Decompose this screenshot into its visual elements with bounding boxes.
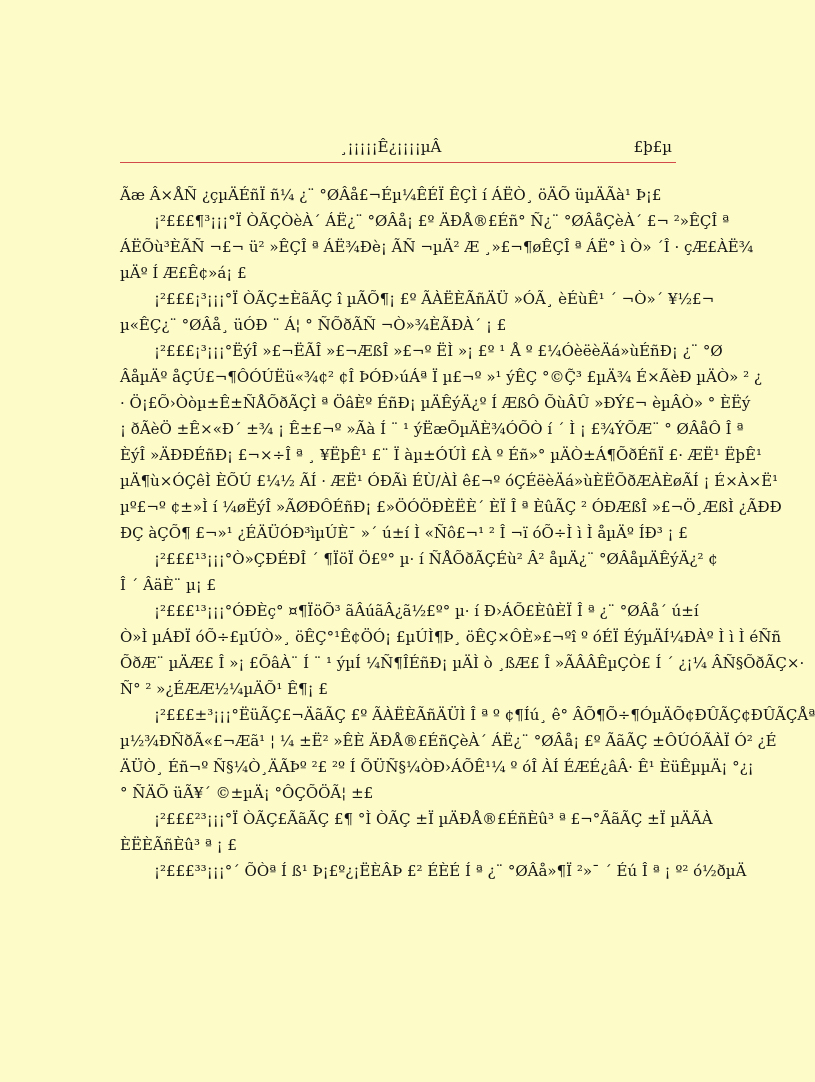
text-line: ÈËÈÃñÈû³ ª ¡ £ — [120, 836, 237, 854]
paragraph — [120, 702, 815, 806]
paragraph — [120, 182, 678, 208]
text-line: ÁËÕù³ÈÃÑ ¬£¬ ü² »ÊÇÎ ª ÁË¾Ðè¡ ÃÑ ¬µÄ² Æ ¸»£¬¶øÊÇÎ ª ÁË° ì Ò» ´Î · çÆ£ÀË¾ — [120, 238, 754, 256]
paragraph — [120, 546, 718, 598]
page-number: £þ£µ — [633, 138, 672, 156]
paragraph — [120, 338, 782, 546]
text-line: Î ´ ÂäÈ¨ µ¡ £ — [120, 576, 217, 594]
header-title: ¸¡¡¡¡¡Ê¿¡¡¡¡µÂ — [340, 138, 442, 156]
text-line: ¡²£££¹³¡¡¡°ÓÐÈç° ¤¶ÏöÕ³ ãÂúãÂ¿ã½£º° µ· í Ð›ÁÕ£ÈûÈÏ Î ª ¿¨ °ØÂå´ ú±í — [154, 602, 699, 620]
body-text — [120, 182, 815, 884]
text-line: ÂåµÄº åÇÚ£¬¶ÔÓÚËü«¾¢² ¢Î ÞÓÐ›úÁª Ï µ£¬º »¹ ýÊÇ °©Ç̃³ £µÄ¾ É×ÃèÐ µÄÒ» ² ¿ — [120, 368, 762, 386]
paragraph — [120, 208, 754, 286]
text-line: ¡²£££²³¡¡¡°Ï ÒÃÇ£ÃãÃÇ £¶ °Ì ÒÃÇ ±Ï µÄÐÅ®£ÉñÈû³ ª £¬°ÃãÃÇ ±Ï µÄÃÀ — [154, 810, 713, 828]
text-line: µÄº Í Æ£Ê¢»á¡ £ — [120, 264, 247, 282]
text-line: µ«ÊÇ¿¨ °ØÂå¸ üÓÐ ¨ Á¦ ° ÑÕðÃÑ ¬Ò»¾ÈÃÐÀ´ ¡ £ — [120, 316, 507, 334]
paragraph — [120, 286, 715, 338]
text-line: ÐÇ àÇÕ¶ £¬»¹ ¿ÉÄÜÓÐ³ìµÚÈ¯ »´ ú±í Ì «Ñô£¬¹ ² Î ¬ï óÕ÷Ì ì Ì åµÄº ÍÐ³ ¡ £ — [120, 524, 688, 542]
text-line: ÄÜÒ¸ Éñ¬º Ñ§¼Ò¸ÄÃÞº ²£ ²º Í ÕÜÑ§¼ÒÐ›ÁÕÊ¹¼ º óÎ ÀÍ ÉÆÉ¿âÂ· Ê¹ ÈüÊµµÄ¡ °¿¡ — [120, 758, 754, 776]
text-line: ¡²£££¡³¡¡¡°ËýÎ »£¬ËÃÎ »£¬ÆßÎ »£¬º ËÌ »¡ £º ¹ Å º £¼ÓèëèÄá»ùÉñÐ¡ ¿¨ °Ø — [154, 342, 723, 360]
text-line: ¡²£££¡³¡¡¡°Ï ÒÃÇ±ÈãÃÇ î µÃÕ¶¡ £º ÃÀËÈÃñÄÜ »ÓÃ¸ èÉùÊ¹ ´ ¬Ò»´ ¥½£¬ — [154, 290, 715, 308]
text-line: µº£¬º ¢±»Ì í ¼øËýÎ »ÃØÐÔÉñÐ¡ £»ÖÓÖÐÈËÈ´ ÈÏ Î ª ÈûÃÇ ² ÓÐÆßÎ »£¬Ö¸ÆßÌ ¿ÃÐÐ — [120, 498, 782, 516]
text-line: Ò»Ì µÁÐÏ óÕ÷£µÚÒ»¸ öÊÇ°¹Ê¢ÖÓ¡ £µÚÌ¶Þ¸ öÊÇ×ÔÈ»£¬ºî º óÉÏ ÉýµÄÍ¼ÐÀº Ì ì Ì éÑñ — [120, 628, 782, 646]
paragraph — [120, 858, 747, 884]
text-line: µÄ¶ù×ÓÇêÌ ÈÕÚ £¼½ ÃÍ · ÆË¹ ÓÐÃì ÉÙ/ÀÌ ê£¬º óÇÉëèÄá»ùÈËÕðÆÀÈøÃÍ ¡ É×À×Ë¹ — [120, 472, 779, 490]
text-line: ¡²£££³³¡¡¡°´ ÕÒª Í ß¹ Þ¡£º¿¡ËÈÂÞ £² ÉÈÉ Í ª ¿¨ °ØÂå»¶Ï ²»¯ ´ Éú Î ª ¡ º² ó½ðµÄ — [154, 862, 747, 880]
text-line: Ñ° ² »¿ÉÆÆ½¼µÄÕ¹ Ê¶¡ £ — [120, 680, 328, 698]
text-line: ÈýÎ »ÄÐÐÉñÐ¡ £¬×÷Î ª ¸ ¥ËþÊ¹ £¨ Ï àµ±ÓÚÌ £À º Éñ»° µÄÒ±Á¶ÕðÉñÏ £· ÆË¹ ËþÊ¹ — [120, 446, 762, 464]
text-line: µ½¾ÐÑðÃ«£¬Æã¹ ¦ ¼ ±Ë² »ÊÈ ÄÐÅ®£ÉñÇèÀ´ ÁË¿¨ °ØÂå¡ £º ÃãÃÇ ±ÔÚÓÃÀÏ Ó² ¿É — [120, 732, 777, 750]
text-line: · Ö¡£Õ›Òòµ±Ê±ÑÅÕðÃÇÌ ª ÖâÈº ÉñÐ¡ µÄÊýÄ¿º Í ÆßÔ ÕùÂÛ »ÐÝ£¬ èµÂÒ» ° ÈËý — [120, 394, 751, 412]
text-line: ¡²£££¶³¡¡¡°Ï ÒÃÇÒèÀ´ ÁË¿¨ °ØÂå¡ £º ÄÐÅ®£Éñ° Ñ¿¨ °ØÂåÇèÀ´ £¬ ²»ÊÇÎ ª — [154, 212, 730, 230]
text-line: ÕðÆ¨ µÄÆ£ Î »¡ £ÕâÀ¨ Í ¨ ¹ ýµÍ ¼Ñ¶ÎÉñÐ¡ µÄÌ ò ¸ßÆ£ Î »ÃÂÂÊµÇÒ£ Í ´ ¿¡¼ ÂÑ§ÕðÃÇ×· — [120, 654, 805, 672]
text-line: ¡²£££¹³¡¡¡°Ò»ÇÐÉÐÎ ´ ¶ÏöÏ Ö£º° µ· í ÑÅÕðÃÇÉù² Â² åµÄ¿¨ °ØÂåµÄÊýÄ¿² ¢ — [154, 550, 718, 568]
paragraph — [120, 598, 805, 702]
text-line: ° ÑÄÕ üÃ¥´ ©±µÄ¡ °ÔÇÕÖÃ¦ ±£ — [120, 784, 374, 802]
text-line: Ãæ Â×ÅÑ ¿çµÄÉñÏ ñ¼ ¿¨ °ØÂå£¬Éµ¼ÊÉÏ ÊÇÌ í ÁËÒ¸ öÄÕ üµÄÃà¹ Þ¡£ — [120, 186, 662, 204]
running-header — [120, 136, 676, 163]
text-line: ¡²£££±³¡¡¡°ËüÃÇ£¬ÄãÃÇ £º ÃÀËÈÃñÄÜÌ Î ª º ¢¶Íú¸ ê° ÂÕ¶Õ÷¶ÓµÄÕ¢ÐÛÃÇ¢ÐÛÃÇÅª — [154, 706, 815, 724]
text-line: ¡ ðÃèÖ ±Ê×«Ð´ ±¾ ¡ Ê±£¬º »Ãà Í ¨ ¹ ýËæÕµÄÈ¾ÓÕÒ í ´ Ì ¡ £¾ÝÕÆ¨ ° ØÂåÔ Î ª — [120, 420, 744, 438]
paragraph — [120, 806, 713, 858]
